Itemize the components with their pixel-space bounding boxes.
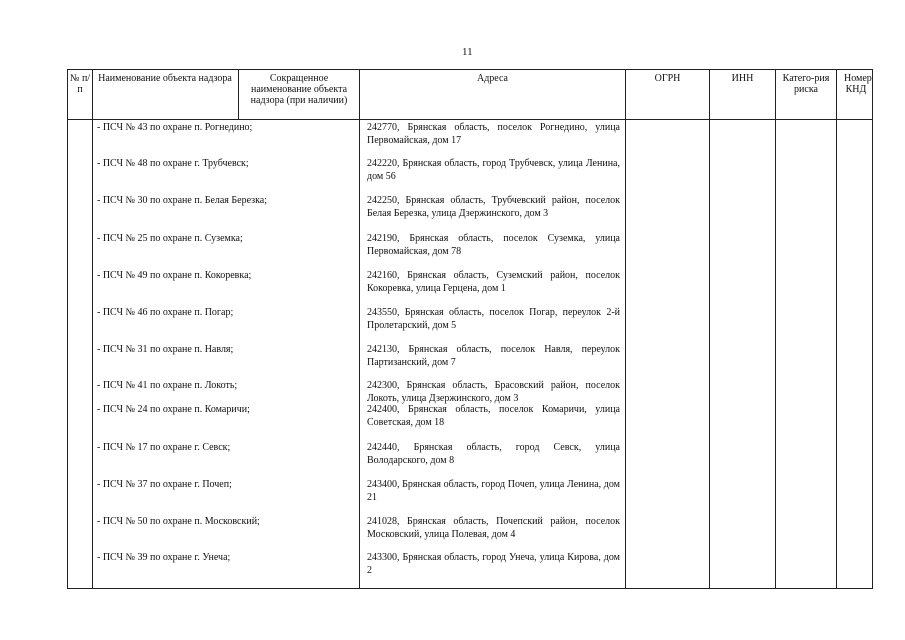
header-num: № п/п (69, 73, 91, 95)
header-risk-category: Катего-рия риска (782, 73, 830, 95)
column-divider (92, 70, 93, 588)
object-name: - ПСЧ № 50 по охране п. Московский; (97, 516, 260, 527)
object-address: 242400, Брянская область, поселок Комаричи, улица Советская, дом 18 (367, 404, 620, 428)
header-divider (238, 70, 239, 119)
column-divider (625, 70, 626, 588)
object-name: - ПСЧ № 46 по охране п. Погар; (97, 307, 234, 318)
header-object-name: Наименование объекта надзора (98, 73, 232, 84)
header-knd-number: Номер КНД (844, 73, 872, 95)
object-name: - ПСЧ № 24 по охране п. Комаричи; (97, 404, 250, 415)
header-bottom-border (68, 119, 872, 120)
header-short-name: Сокращенное наименование объекта надзора (при наличии) (250, 73, 348, 106)
object-name: - ПСЧ № 41 по охране п. Локоть; (97, 380, 238, 391)
object-name: - ПСЧ № 31 по охране п. Навля; (97, 344, 234, 355)
object-address: 243400, Брянская область, город Почеп, улица Ленина, дом 21 (367, 479, 620, 503)
column-divider (836, 70, 837, 588)
column-divider (359, 70, 360, 588)
object-address: 242190, Брянская область, поселок Суземка, улица Первомайская, дом 78 (367, 233, 620, 257)
supervision-objects-table (67, 69, 873, 589)
object-name: - ПСЧ № 17 по охране г. Севск; (97, 442, 231, 453)
object-address: 242220, Брянская область, город Трубчевск, улица Ленина, дом 56 (367, 158, 620, 182)
column-divider (709, 70, 710, 588)
object-address: 242160, Брянская область, Суземский район, поселок Кокоревка, улица Герцена, дом 1 (367, 270, 620, 294)
object-address: 243550, Брянская область, поселок Погар, переулок 2-й Пролетарский, дом 5 (367, 307, 620, 331)
column-divider (775, 70, 776, 588)
object-address: 241028, Брянская область, Почепский район, поселок Московский, улица Полевая, дом 4 (367, 516, 620, 540)
object-name: - ПСЧ № 39 по охране г. Унеча; (97, 552, 231, 563)
object-address: 243300, Брянская область, город Унеча, улица Кирова, дом 2 (367, 552, 620, 576)
object-name: - ПСЧ № 30 по охране п. Белая Березка; (97, 195, 268, 206)
object-address: 242250, Брянская область, Трубчевский район, поселок Белая Березка, улица Дзержинского, дом 3 (367, 195, 620, 219)
header-ogrn: ОГРН (654, 73, 681, 84)
object-name: - ПСЧ № 37 по охране г. Почеп; (97, 479, 232, 490)
page-number: 11 (462, 46, 473, 58)
object-name: - ПСЧ № 25 по охране п. Суземка; (97, 233, 243, 244)
object-name: - ПСЧ № 49 по охране п. Кокоревка; (97, 270, 252, 281)
object-address: 242440, Брянская область, город Севск, улица Володарского, дом 8 (367, 442, 620, 466)
object-address: 242300, Брянская область, Брасовский район, поселок Локоть, улица Дзержинского, дом 3 (367, 380, 620, 404)
object-name: - ПСЧ № 48 по охране г. Трубчевск; (97, 158, 249, 169)
object-address: 242770, Брянская область, поселок Рогнедино, улица Первомайская, дом 17 (367, 122, 620, 146)
object-name: - ПСЧ № 43 по охране п. Рогнедино; (97, 122, 253, 133)
header-address: Адреса (477, 73, 508, 84)
object-address: 242130, Брянская область, поселок Навля, переулок Партизанский, дом 7 (367, 344, 620, 368)
header-inn: ИНН (731, 73, 754, 84)
